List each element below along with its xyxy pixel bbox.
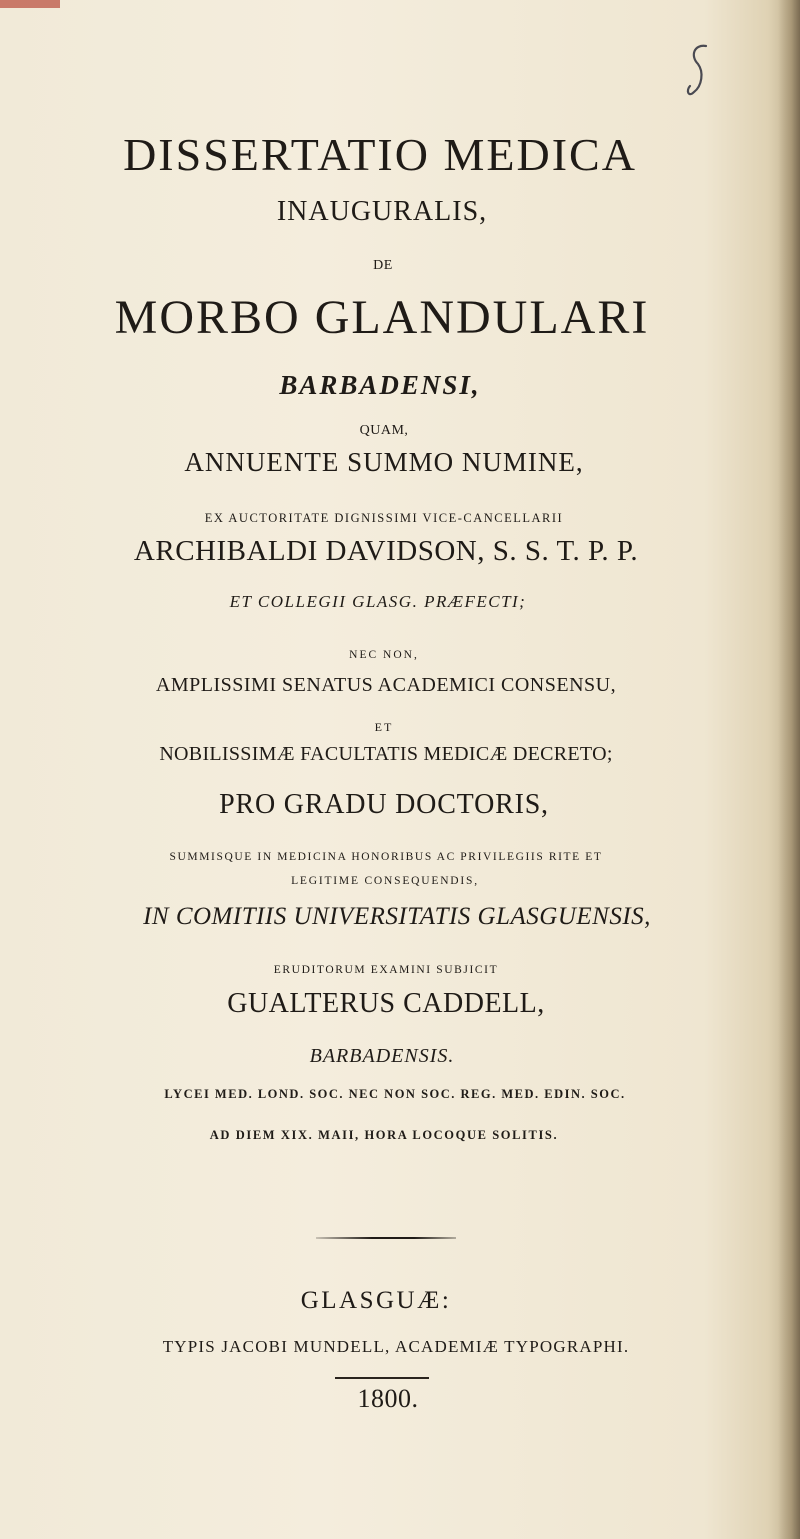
text-legitime: LEGITIME CONSEQUENDIS, — [291, 875, 479, 887]
author-origin: BARBADENSIS. — [309, 1045, 455, 1067]
text-archibaldi-davidson: ARCHIBALDI DAVIDSON, S. S. T. P. P. — [133, 535, 639, 567]
text-eruditorum: ERUDITORUM EXAMINI SUBJICIT — [273, 964, 499, 976]
defense-date: AD DIEM XIX. MAII, HORA LOCOQUE SOLITIS. — [209, 1128, 559, 1142]
text-in-comitiis: IN COMITIIS UNIVERSITATIS GLASGUENSIS, — [143, 903, 651, 930]
author-name: GUALTERUS CADDELL, — [227, 988, 545, 1019]
text-nobilissimae: NOBILISSIMÆ FACULTATIS MEDICÆ DECRETO; — [159, 743, 613, 765]
divider-rule-small — [335, 1377, 429, 1379]
corner-stain — [0, 0, 60, 8]
author-societies: LYCEI MED. LOND. SOC. NEC NON SOC. REG. MED. EDIN. SOC. — [164, 1087, 626, 1101]
text-summisque: SUMMISQUE IN MEDICINA HONORIBUS AC PRIVILEGIIS RITE ET — [169, 851, 603, 863]
text-et: ET — [374, 720, 394, 734]
text-ex-auctoritate: EX AUCTORITATE DIGNISSIMI VICE-CANCELLARII — [204, 511, 564, 525]
title-dissertatio-medica: DISSERTATIO MEDICA — [123, 129, 637, 180]
text-collegii: ET COLLEGII GLASG. PRÆFECTI; — [229, 592, 527, 611]
text-annuente: ANNUENTE SUMMO NUMINE, — [184, 447, 584, 477]
text-pro-gradu: PRO GRADU DOCTORIS, — [219, 789, 549, 820]
text-amplissimi: AMPLISSIMI SENATUS ACADEMICI CONSENSU, — [155, 674, 617, 696]
page-edge-shadow — [778, 0, 800, 1539]
title-inauguralis: INAUGURALIS, — [276, 196, 488, 227]
divider-rule — [316, 1237, 456, 1239]
imprint-printer: TYPIS JACOBI MUNDELL, ACADEMIÆ TYPOGRAPHI. — [162, 1337, 630, 1356]
text-quam: QUAM, — [359, 423, 409, 438]
handwritten-mark — [680, 42, 714, 112]
imprint-place: GLASGUÆ: — [300, 1287, 452, 1314]
title-barbadensi: BARBADENSI, — [279, 370, 481, 400]
title-de: DE — [373, 258, 393, 273]
title-morbo-glandulari: MORBO GLANDULARI — [114, 291, 650, 344]
text-nec-non: NEC NON, — [349, 649, 419, 661]
imprint-year: 1800. — [357, 1384, 419, 1413]
